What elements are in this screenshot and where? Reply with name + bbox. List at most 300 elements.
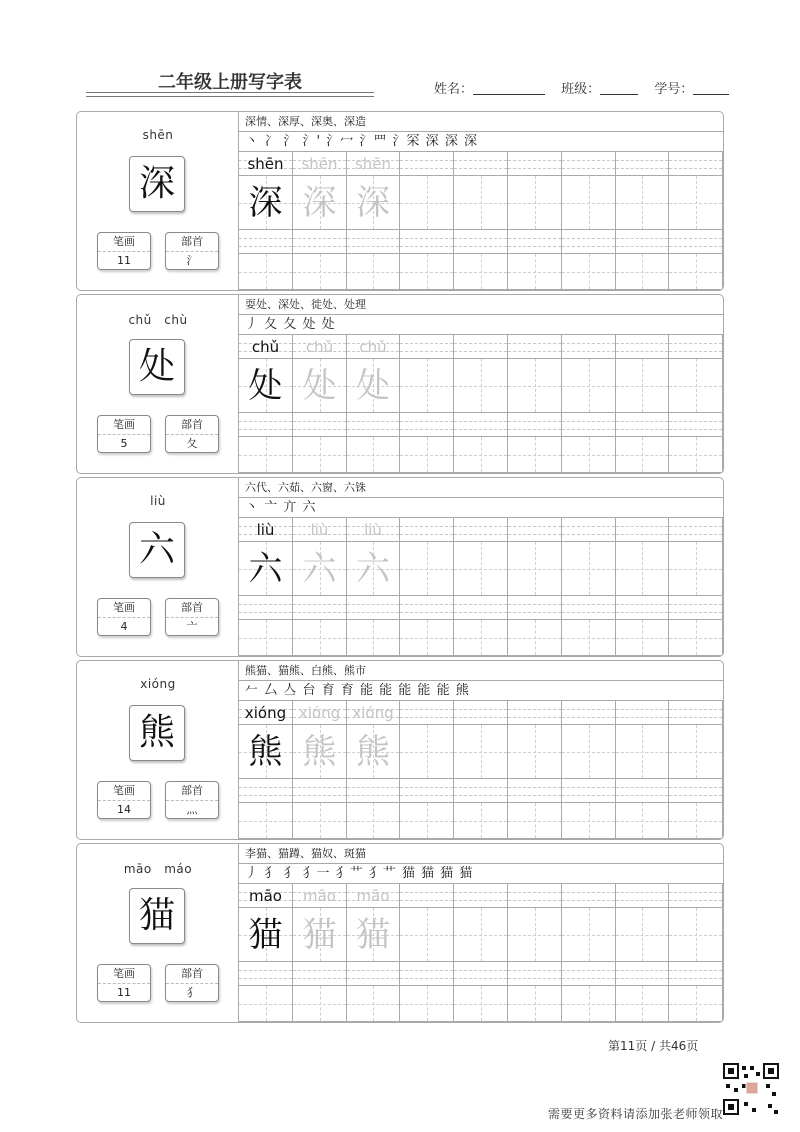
pinyin-cell[interactable]: [669, 779, 723, 803]
pinyin-cell[interactable]: [562, 518, 616, 542]
stroke-step: 能: [398, 683, 413, 698]
writing-cell[interactable]: [669, 725, 723, 779]
pinyin-row: [239, 152, 723, 176]
pinyin-cell[interactable]: [616, 884, 669, 908]
pinyin-cell[interactable]: [347, 596, 400, 620]
pinyin-cell[interactable]: [562, 701, 616, 725]
stroke-step: 丶: [245, 134, 260, 149]
char-display: 熊: [129, 705, 185, 761]
writing-cell[interactable]: [562, 620, 616, 656]
pinyin-cell[interactable]: [562, 152, 616, 176]
stroke-order: [239, 498, 723, 518]
char-info-panel: [77, 295, 239, 473]
char-pinyin: māo máo: [123, 862, 193, 876]
page-number: 第11页 / 共46页: [608, 1039, 699, 1053]
writing-cell[interactable]: [562, 254, 616, 290]
pinyin-cell[interactable]: [616, 413, 669, 437]
radical-box: [165, 232, 219, 270]
pinyin-cell[interactable]: [616, 335, 669, 359]
pinyin-cell[interactable]: [454, 335, 508, 359]
stroke-step: 能: [417, 683, 432, 698]
pinyin-cell[interactable]: [508, 884, 562, 908]
writing-cell[interactable]: [454, 176, 508, 230]
student-id-blank[interactable]: [693, 83, 729, 95]
stroke-count-label: 笔画: [113, 235, 135, 248]
stroke-count-value: 11: [98, 251, 150, 269]
pinyin-sample: liù: [256, 521, 275, 539]
stroke-order: [239, 132, 723, 152]
writing-cell[interactable]: [508, 908, 562, 962]
pinyin-cell[interactable]: [562, 779, 616, 803]
stroke-step: 猫: [440, 866, 455, 881]
writing-cell[interactable]: [239, 542, 293, 596]
pinyin-cell[interactable]: [669, 596, 723, 620]
class-blank[interactable]: [600, 83, 638, 95]
writing-cell[interactable]: [347, 176, 400, 230]
pinyin-cell[interactable]: [616, 152, 669, 176]
pinyin-cell[interactable]: [454, 230, 508, 254]
writing-cell[interactable]: [400, 176, 454, 230]
pinyin-cell[interactable]: [562, 884, 616, 908]
pinyin-cell[interactable]: [669, 518, 723, 542]
writing-cell[interactable]: [293, 359, 347, 413]
char-info-panel: [77, 661, 239, 839]
pinyin-cell[interactable]: [239, 962, 293, 986]
writing-cell[interactable]: [669, 176, 723, 230]
stroke-step: 夂: [264, 317, 279, 332]
pinyin-cell[interactable]: [669, 962, 723, 986]
pinyin-cell[interactable]: [454, 884, 508, 908]
pinyin-sample: liù: [310, 521, 329, 539]
char-row: [239, 620, 723, 656]
pinyin-cell[interactable]: [347, 779, 400, 803]
writing-cell[interactable]: [562, 359, 616, 413]
page-title: 二年级上册写字表: [158, 72, 302, 93]
class-label: 班级：: [561, 82, 601, 97]
writing-cell[interactable]: [347, 620, 400, 656]
pinyin-cell[interactable]: [562, 230, 616, 254]
char-display: 处: [129, 339, 185, 395]
stroke-count-label: 笔画: [113, 967, 135, 980]
writing-cell[interactable]: [293, 254, 347, 290]
pinyin-cell[interactable]: [239, 152, 293, 176]
pinyin-cell[interactable]: [669, 413, 723, 437]
radical-label: 部首: [181, 235, 203, 248]
stroke-step: 猫: [421, 866, 436, 881]
practice-area: [239, 295, 723, 473]
writing-cell[interactable]: [669, 908, 723, 962]
pinyin-cell[interactable]: [669, 230, 723, 254]
pinyin-cell[interactable]: [400, 230, 454, 254]
writing-cell[interactable]: [293, 620, 347, 656]
stroke-step: 猫: [401, 866, 416, 881]
writing-cell[interactable]: [347, 803, 400, 839]
pinyin-cell[interactable]: [508, 152, 562, 176]
pinyin-cell[interactable]: [347, 518, 400, 542]
pinyin-cell[interactable]: [400, 413, 454, 437]
char-sample: 处: [302, 366, 337, 406]
stroke-step: 丿: [245, 317, 260, 332]
pinyin-cell[interactable]: [293, 230, 347, 254]
practice-area: [239, 844, 723, 1022]
pinyin-cell[interactable]: [347, 230, 400, 254]
stroke-count-label: 笔画: [113, 601, 135, 614]
practice-grid: [239, 518, 723, 656]
pinyin-cell[interactable]: [616, 701, 669, 725]
writing-cell[interactable]: [562, 176, 616, 230]
pinyin-cell[interactable]: [508, 962, 562, 986]
pinyin-cell[interactable]: [239, 701, 293, 725]
writing-cell[interactable]: [454, 908, 508, 962]
writing-cell[interactable]: [454, 620, 508, 656]
char-sample: 深: [356, 183, 390, 223]
writing-cell[interactable]: [239, 725, 293, 779]
footer-note: 需要更多资料请添加张老师领取: [548, 1107, 724, 1121]
pinyin-cell[interactable]: [508, 335, 562, 359]
writing-cell[interactable]: [347, 254, 400, 290]
pinyin-cell[interactable]: [508, 701, 562, 725]
writing-cell[interactable]: [454, 803, 508, 839]
pinyin-cell[interactable]: [293, 962, 347, 986]
char-info-panel: [77, 844, 239, 1022]
stroke-count-value: 5: [98, 434, 150, 452]
writing-cell[interactable]: [669, 359, 723, 413]
pinyin-row: [239, 701, 723, 725]
pinyin-cell[interactable]: [239, 413, 293, 437]
pinyin-cell[interactable]: [239, 884, 293, 908]
writing-cell[interactable]: [616, 254, 669, 290]
writing-cell[interactable]: [508, 176, 562, 230]
char-sample: 处: [248, 366, 283, 406]
pinyin-sample: liù: [364, 521, 382, 539]
student-id-field[interactable]: [654, 78, 729, 97]
writing-cell[interactable]: [293, 908, 347, 962]
pinyin-cell[interactable]: [293, 701, 347, 725]
stroke-count-value: 11: [98, 983, 150, 1001]
stroke-step: 氵罒: [359, 134, 388, 149]
stroke-count-value: 14: [98, 800, 150, 818]
radical-box: [165, 415, 219, 453]
pinyin-cell[interactable]: [400, 884, 454, 908]
pinyin-cell[interactable]: [293, 413, 347, 437]
pinyin-cell[interactable]: [239, 230, 293, 254]
char-info-panel: [77, 112, 239, 290]
pinyin-cell[interactable]: [508, 596, 562, 620]
writing-cell[interactable]: [347, 986, 400, 1022]
writing-cell[interactable]: [508, 437, 562, 473]
writing-cell[interactable]: [347, 725, 400, 779]
pinyin-cell[interactable]: [454, 152, 508, 176]
pinyin-cell[interactable]: [669, 701, 723, 725]
pinyin-sample: māo: [303, 887, 336, 905]
writing-cell[interactable]: [669, 620, 723, 656]
stroke-step: 丿: [245, 866, 260, 881]
char-sample: 深: [248, 183, 283, 223]
writing-cell[interactable]: [293, 986, 347, 1022]
pinyin-cell[interactable]: [347, 152, 400, 176]
writing-cell[interactable]: [400, 254, 454, 290]
stroke-step: 犭艹: [335, 866, 364, 881]
pinyin-cell[interactable]: [616, 779, 669, 803]
character-card: [76, 660, 724, 840]
writing-cell[interactable]: [669, 542, 723, 596]
pinyin-cell[interactable]: [508, 518, 562, 542]
writing-cell[interactable]: [616, 437, 669, 473]
radical-box: [165, 781, 219, 819]
radical-value: 夂: [166, 434, 218, 452]
char-sample: 猫: [356, 915, 390, 955]
pinyin-cell[interactable]: [293, 779, 347, 803]
pinyin-cell[interactable]: [669, 152, 723, 176]
pinyin-cell[interactable]: [508, 230, 562, 254]
writing-cell[interactable]: [347, 908, 400, 962]
stroke-order: [239, 864, 723, 884]
writing-cell[interactable]: [454, 254, 508, 290]
writing-cell[interactable]: [400, 620, 454, 656]
pinyin-row: [239, 518, 723, 542]
pinyin-cell[interactable]: [400, 335, 454, 359]
writing-cell[interactable]: [454, 359, 508, 413]
writing-cell[interactable]: [508, 359, 562, 413]
writing-cell[interactable]: [616, 725, 669, 779]
pinyin-cell[interactable]: [293, 152, 347, 176]
writing-cell[interactable]: [669, 986, 723, 1022]
pinyin-cell[interactable]: [400, 779, 454, 803]
writing-cell[interactable]: [508, 803, 562, 839]
writing-cell[interactable]: [400, 908, 454, 962]
char-sample: 处: [356, 366, 390, 406]
stroke-step: 能: [359, 683, 374, 698]
pinyin-cell[interactable]: [293, 335, 347, 359]
stroke-step: 氵冖: [326, 134, 355, 149]
char-sample: 六: [356, 549, 390, 589]
writing-cell[interactable]: [508, 620, 562, 656]
pinyin-cell[interactable]: [454, 779, 508, 803]
pinyin-sample: chǔ: [305, 338, 334, 356]
pinyin-row: [239, 413, 723, 437]
writing-cell[interactable]: [400, 437, 454, 473]
pinyin-cell[interactable]: [562, 335, 616, 359]
char-display: 深: [129, 156, 185, 212]
writing-cell[interactable]: [400, 803, 454, 839]
pinyin-cell[interactable]: [454, 518, 508, 542]
writing-cell[interactable]: [454, 725, 508, 779]
pinyin-cell[interactable]: [347, 701, 400, 725]
pinyin-cell[interactable]: [562, 596, 616, 620]
pinyin-cell[interactable]: [508, 779, 562, 803]
pinyin-cell[interactable]: [454, 962, 508, 986]
writing-cell[interactable]: [616, 986, 669, 1022]
writing-cell[interactable]: [562, 437, 616, 473]
pinyin-sample: shēn: [354, 155, 392, 173]
stroke-step: 亼: [283, 683, 298, 698]
stroke-count-box: [97, 598, 151, 636]
writing-cell[interactable]: [239, 908, 293, 962]
writing-cell[interactable]: [562, 542, 616, 596]
writing-cell[interactable]: [616, 620, 669, 656]
writing-cell[interactable]: [239, 359, 293, 413]
writing-cell[interactable]: [508, 986, 562, 1022]
pinyin-cell[interactable]: [239, 596, 293, 620]
pinyin-cell[interactable]: [239, 518, 293, 542]
pinyin-cell[interactable]: [293, 596, 347, 620]
pinyin-cell[interactable]: [400, 596, 454, 620]
writing-cell[interactable]: [293, 542, 347, 596]
stroke-step: 夂: [283, 317, 298, 332]
writing-cell[interactable]: [562, 908, 616, 962]
char-row: [239, 986, 723, 1022]
char-pinyin: shēn: [142, 128, 174, 142]
stroke-step: 台: [302, 683, 317, 698]
pinyin-cell[interactable]: [669, 884, 723, 908]
writing-cell[interactable]: [239, 437, 293, 473]
writing-cell[interactable]: [239, 986, 293, 1022]
writing-cell[interactable]: [669, 254, 723, 290]
stroke-step: 冫: [264, 134, 279, 149]
writing-cell[interactable]: [616, 176, 669, 230]
pinyin-cell[interactable]: [347, 335, 400, 359]
pinyin-cell[interactable]: [400, 152, 454, 176]
stroke-step: 亠: [264, 500, 279, 515]
practice-grid: [239, 701, 723, 839]
char-sample: 六: [302, 549, 337, 589]
writing-cell[interactable]: [239, 176, 293, 230]
pinyin-sample: chǔ: [359, 338, 387, 356]
pinyin-cell[interactable]: [616, 518, 669, 542]
radical-value: 灬: [166, 800, 218, 818]
writing-cell[interactable]: [454, 986, 508, 1022]
pinyin-cell[interactable]: [239, 779, 293, 803]
pinyin-cell[interactable]: [454, 413, 508, 437]
stroke-step: 熊: [455, 683, 470, 698]
radical-label: 部首: [181, 967, 203, 980]
pinyin-cell[interactable]: [454, 701, 508, 725]
pinyin-cell[interactable]: [347, 413, 400, 437]
pinyin-row: [239, 884, 723, 908]
writing-cell[interactable]: [454, 437, 508, 473]
pinyin-cell[interactable]: [562, 413, 616, 437]
char-row: [239, 359, 723, 413]
stroke-step: 能: [379, 683, 394, 698]
pinyin-cell[interactable]: [239, 335, 293, 359]
writing-cell[interactable]: [562, 986, 616, 1022]
word-list: 耍处、深处、徙处、处理: [239, 295, 723, 315]
writing-cell[interactable]: [562, 725, 616, 779]
writing-cell[interactable]: [347, 437, 400, 473]
writing-cell[interactable]: [400, 725, 454, 779]
writing-cell[interactable]: [293, 803, 347, 839]
stroke-step: 深: [444, 134, 459, 149]
writing-cell[interactable]: [616, 803, 669, 839]
char-pinyin: liù: [150, 494, 166, 508]
writing-cell[interactable]: [616, 908, 669, 962]
writing-cell[interactable]: [400, 359, 454, 413]
pinyin-cell[interactable]: [616, 962, 669, 986]
pinyin-sample: chǔ: [251, 338, 280, 356]
writing-cell[interactable]: [347, 542, 400, 596]
writing-cell[interactable]: [508, 254, 562, 290]
stroke-step: 丶: [245, 500, 260, 515]
practice-area: [239, 478, 723, 656]
writing-cell[interactable]: [508, 725, 562, 779]
radical-label: 部首: [181, 418, 203, 431]
writing-cell[interactable]: [616, 359, 669, 413]
writing-cell[interactable]: [562, 803, 616, 839]
char-row: [239, 176, 723, 230]
writing-cell[interactable]: [669, 803, 723, 839]
stroke-step: 犭: [283, 866, 298, 881]
writing-cell[interactable]: [293, 437, 347, 473]
stroke-count-label: 笔画: [113, 784, 135, 797]
stroke-step: 能: [436, 683, 451, 698]
practice-area: [239, 661, 723, 839]
pinyin-cell[interactable]: [454, 596, 508, 620]
pinyin-cell[interactable]: [508, 413, 562, 437]
writing-cell[interactable]: [239, 254, 293, 290]
writing-cell[interactable]: [293, 725, 347, 779]
stroke-count-box: [97, 964, 151, 1002]
pinyin-cell[interactable]: [293, 518, 347, 542]
writing-cell[interactable]: [669, 437, 723, 473]
practice-grid: [239, 335, 723, 473]
char-row: [239, 254, 723, 290]
char-sample: 熊: [248, 732, 283, 772]
pinyin-cell[interactable]: [400, 962, 454, 986]
pinyin-cell[interactable]: [616, 596, 669, 620]
name-field[interactable]: [434, 78, 545, 97]
char-sample: 熊: [302, 732, 337, 772]
writing-cell[interactable]: [400, 542, 454, 596]
pinyin-cell[interactable]: [400, 518, 454, 542]
writing-cell[interactable]: [454, 542, 508, 596]
stroke-step: 猫: [459, 866, 474, 881]
pinyin-row: [239, 335, 723, 359]
writing-cell[interactable]: [293, 176, 347, 230]
writing-cell[interactable]: [400, 986, 454, 1022]
word-list: 熊猫、猫熊、白熊、熊市: [239, 661, 723, 681]
char-row: [239, 803, 723, 839]
pinyin-cell[interactable]: [562, 962, 616, 986]
radical-box: [165, 964, 219, 1002]
pinyin-cell[interactable]: [293, 884, 347, 908]
pinyin-row: [239, 779, 723, 803]
stroke-order: [239, 681, 723, 701]
pinyin-cell[interactable]: [347, 962, 400, 986]
radical-label: 部首: [181, 601, 203, 614]
writing-cell[interactable]: [616, 542, 669, 596]
class-field[interactable]: [561, 78, 638, 97]
char-pinyin: xióng: [140, 677, 176, 691]
pinyin-cell[interactable]: [669, 335, 723, 359]
stroke-step: 亣: [283, 500, 298, 515]
writing-cell[interactable]: [508, 542, 562, 596]
char-row: [239, 542, 723, 596]
student-fields: [434, 78, 741, 97]
pinyin-cell[interactable]: [347, 884, 400, 908]
pinyin-cell[interactable]: [616, 230, 669, 254]
pinyin-cell[interactable]: [400, 701, 454, 725]
char-sample: 熊: [356, 732, 390, 772]
writing-cell[interactable]: [239, 803, 293, 839]
stroke-order: [239, 315, 723, 335]
stroke-step: 育: [340, 683, 355, 698]
pinyin-sample: shēn: [301, 155, 338, 173]
writing-cell[interactable]: [239, 620, 293, 656]
writing-cell[interactable]: [347, 359, 400, 413]
name-blank[interactable]: [473, 83, 545, 95]
char-sample: 猫: [302, 915, 337, 955]
pinyin-sample: māo: [249, 887, 282, 905]
